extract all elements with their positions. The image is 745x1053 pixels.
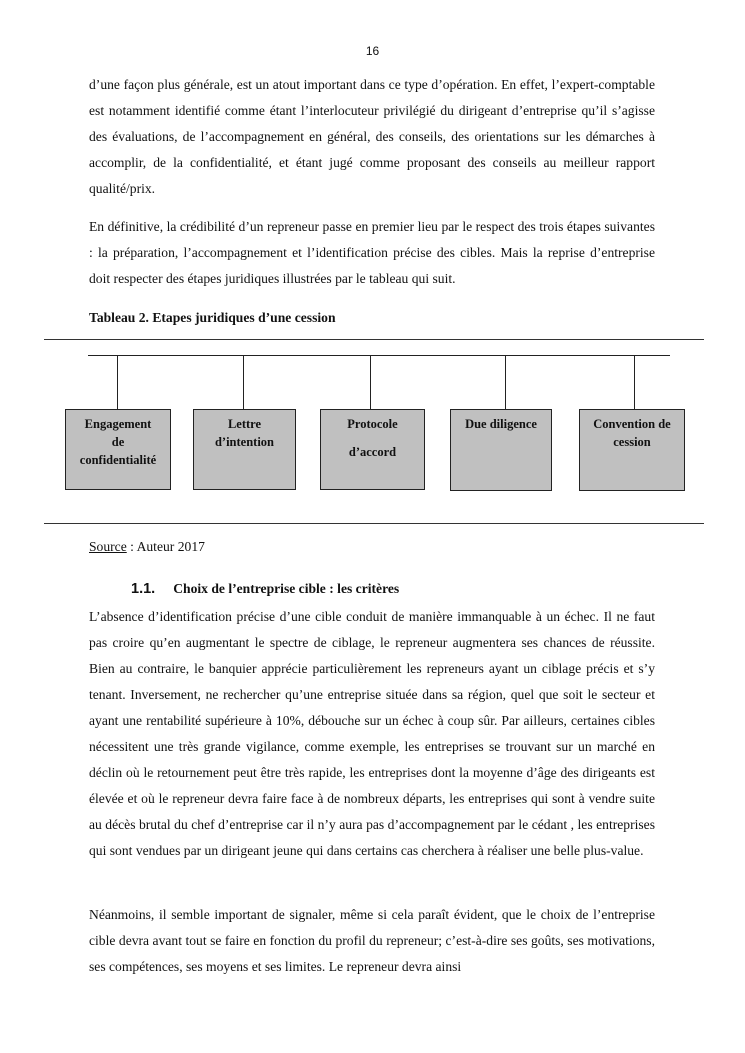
diagram-branch-line [370,355,371,409]
source-label: Source [89,539,127,554]
diagram-branch-line [243,355,244,409]
step-line: confidentialité [79,453,157,467]
step-line: Protocole [347,417,398,431]
step-line: cession [613,435,651,449]
table-bottom-rule [44,523,704,524]
step-box-lettre-intention [193,409,296,490]
diagram-branch-line [634,355,635,409]
source-text: : Auteur 2017 [126,539,205,554]
paragraph-2: En définitive, la crédibilité d’un repreneur passe en premier lieu par le respect des trois étapes suivantes : la préparation, l’accompagnement et l’identification précise des cibles. Mais la reprise d’entreprise doit respecter des étapes juridiques illustrées par le tableau qui suit. [89,219,655,286]
table-source [89,539,205,555]
diagram-branch-line [505,355,506,409]
step-line: Due diligence [465,417,537,431]
step-line: Convention de [593,417,671,431]
step-line: Engagement [84,417,152,431]
step-line: d’intention [214,435,275,449]
step-box-engagement [65,409,171,490]
paragraph-1: d’une façon plus générale, est un atout important dans ce type d’opération. En effet, l’expert-comptable est notamment identifié comme étant l’interlocuteur privilégié du dirigeant d’entreprise qu’il s’agisse des évaluations, de l’accompagnement en général, des conseils, des orientations sur les démarches à accomplir, de la confidentialité, et étant jugé comme proposant des conseils au meilleur rapport qualité/prix. [89,77,655,196]
table-top-rule [44,339,704,340]
step-line: Lettre [227,417,262,431]
step-box-convention [579,409,685,491]
step-line: de [111,435,125,449]
step-box-protocole [320,409,425,490]
paragraph-4: Néanmoins, il semble important de signaler, même si cela paraît évident, que le choix de l’entreprise cible devra avant tout se faire en fonction du profil du repreneur; c’est-à-dire ses goûts, ses motivations, ses compétences, ses moyens et ses limites. Le repreneur devra ainsi [89,907,655,974]
table-caption: Tableau 2. Etapes juridiques d’une cession [89,310,336,325]
section-title: Choix de l’entreprise cible : les critères [173,581,400,596]
diagram-connector-line [88,355,670,356]
step-line: d’accord [348,445,397,459]
step-spacer [321,433,424,443]
section-heading [131,581,399,597]
diagram-branch-line [117,355,118,409]
step-box-due-diligence [450,409,552,491]
paragraph-3: L’absence d’identification précise d’une cible conduit de manière immanquable à un échec. Il ne faut pas croire qu’en augmentant le spectre de ciblage, le repreneur augmentera ses chances de réussite. Bien au contraire, le banquier apprécie particulièrement les repreneurs ayant un ciblage précis et s’y tenant. Inversement, ne rechercher qu’une entreprise située dans sa région, quel que soit le secteur et ayant une rentabilité supérieure à 10%, débouche sur un échec à coup sûr. Par ailleurs, certaines cibles nécessitent une très grande vigilance, comme exemple, les entreprises se trouvant sur un marché en déclin où le retournement peut être très rapide, les entreprises dont la moyenne d’âge des dirigeants est élevée et où le repreneur devra faire face à de nombreux départs, les entreprises qui sont à vendre suite au décès brutal du chef d’entreprise car il n’y aura pas d’accompagnement par le cédant , les entreprises qui sont vendues par un dirigeant jeune qui dans certains cas cherchera à réaliser une belle plus-value. [89,609,655,858]
section-number: 1.1. [131,581,156,597]
page-number: 16 [365,44,380,58]
